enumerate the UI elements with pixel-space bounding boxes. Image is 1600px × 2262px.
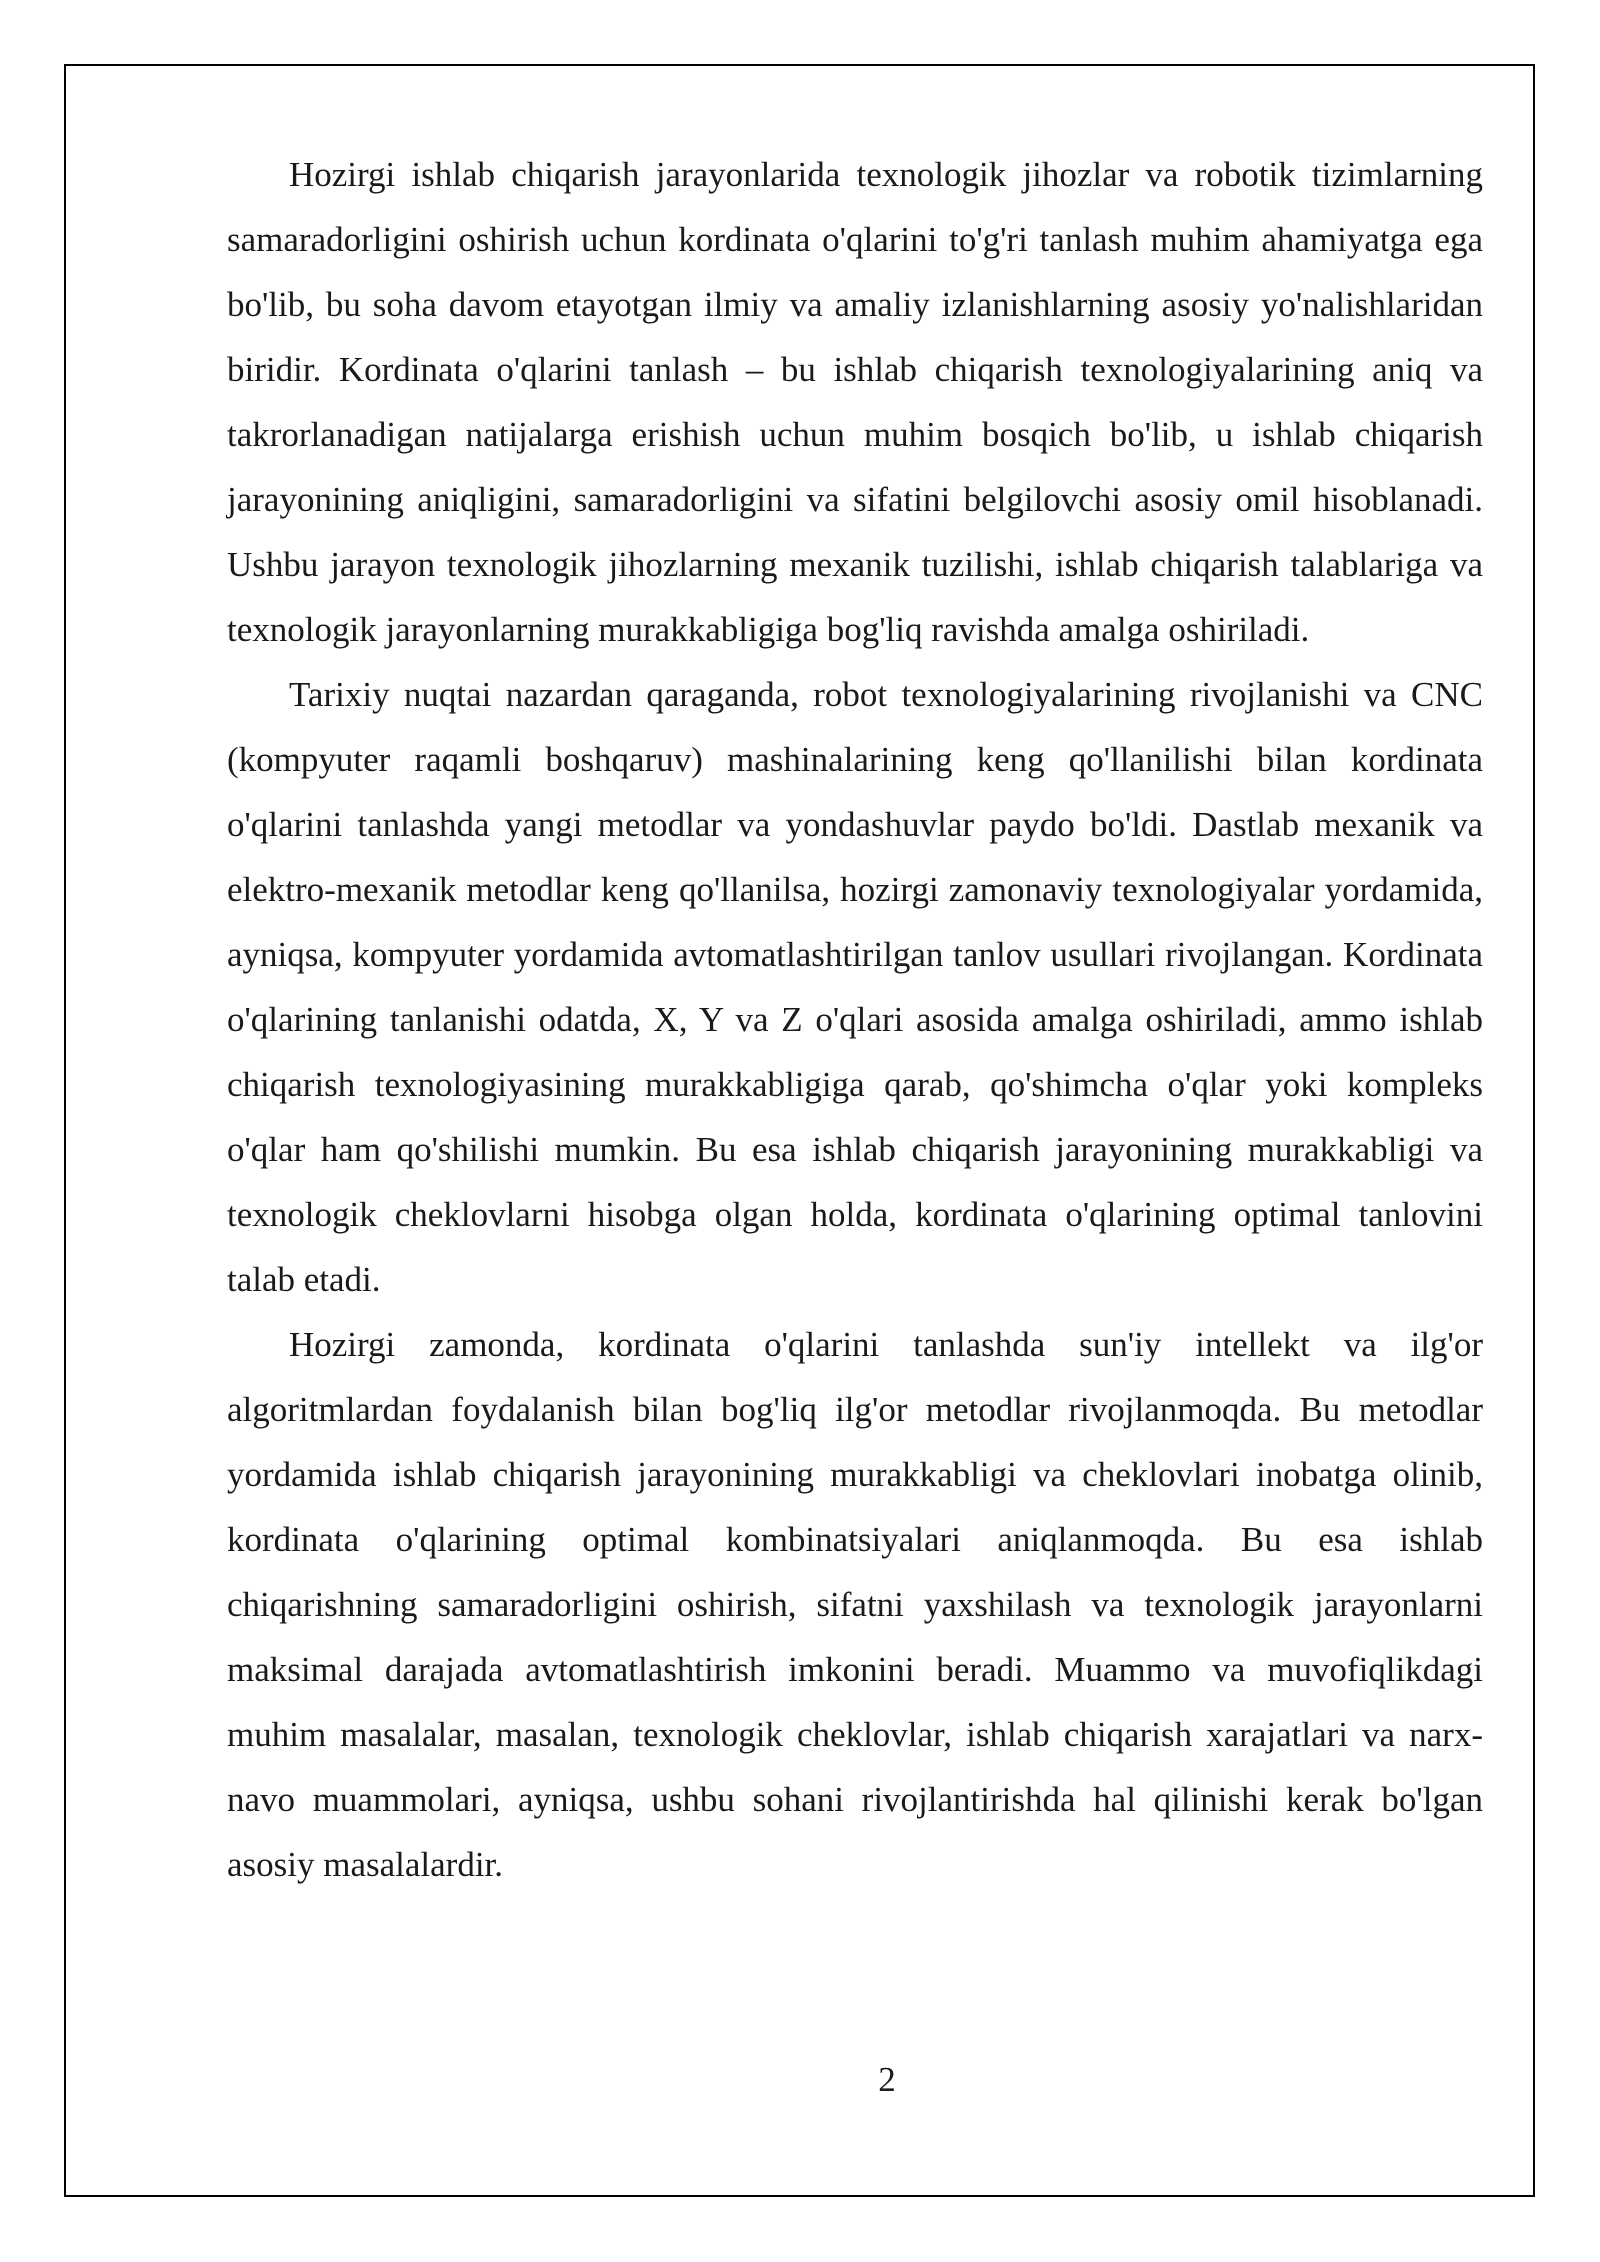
paragraph-1: Hozirgi ishlab chiqarish jarayonlarida texnologik jihozlar va robotik tizimlarning samaradorligini oshirish uchun kordinata o'qlarini to'g'ri tanlash muhim ahamiyatga ega bo'lib, bu soha davom etayotgan ilmiy va amaliy izlanishlarning asosiy yo'nalishlaridan biridir. Kordinata o'qlarini tanlash – bu ishlab chiqarish texnologiyalarining aniq va takrorlanadigan natijalarga erishish uchun muhim bosqich bo'lib, u ishlab chiqarish jarayonining aniqligini, samaradorligini va sifatini belgilovchi asosiy omil hisoblanadi. Ushbu jarayon texnologik jihozlarning mexanik tuzilishi, ishlab chiqarish talablariga va texnologik jarayonlarning murakkabligiga bog'liq ravishda amalga oshiriladi. [227,155,1483,649]
document-body [227,142,1483,1897]
page-number: 2 [878,2060,896,2099]
paragraph-2: Tarixiy nuqtai nazardan qaraganda, robot texnologiyalarining rivojlanishi va CNC (kompyuter raqamli boshqaruv) mashinalarining keng qo'llanilishi bilan kordinata o'qlarini tanlashda yangi metodlar va yondashuvlar paydo bo'ldi. Dastlab mexanik va elektro-mexanik metodlar keng qo'llanilsa, hozirgi zamonaviy texnologiyalar yordamida, ayniqsa, kompyuter yordamida avtomatlashtirilgan tanlov usullari rivojlangan. Kordinata o'qlarining tanlanishi odatda, X, Y va Z o'qlari asosida amalga oshiriladi, ammo ishlab chiqarish texnologiyasining murakkabligiga qarab, qo'shimcha o'qlar yoki kompleks o'qlar ham qo'shilishi mumkin. Bu esa ishlab chiqarish jarayonining murakkabligi va texnologik cheklovlarni hisobga olgan holda, kordinata o'qlarining optimal tanlovini talab etadi. [227,675,1483,1299]
paragraph-3: Hozirgi zamonda, kordinata o'qlarini tanlashda sun'iy intellekt va ilg'or algoritmlardan foydalanish bilan bog'liq ilg'or metodlar rivojlanmoqda. Bu metodlar yordamida ishlab chiqarish jarayonining murakkabligi va cheklovlari inobatga olinib, kordinata o'qlarining optimal kombinatsiyalari aniqlanmoqda. Bu esa ishlab chiqarishning samaradorligini oshirish, sifatni yaxshilash va texnologik jarayonlarni maksimal darajada avtomatlashtirish imkonini beradi. Muammo va muvofiqlikdagi muhim masalalar, masalan, texnologik cheklovlar, ishlab chiqarish xarajatlari va narx-navo muammolari, ayniqsa, ushbu sohani rivojlantirishda hal qilinishi kerak bo'lgan asosiy masalalardir. [227,1325,1483,1884]
